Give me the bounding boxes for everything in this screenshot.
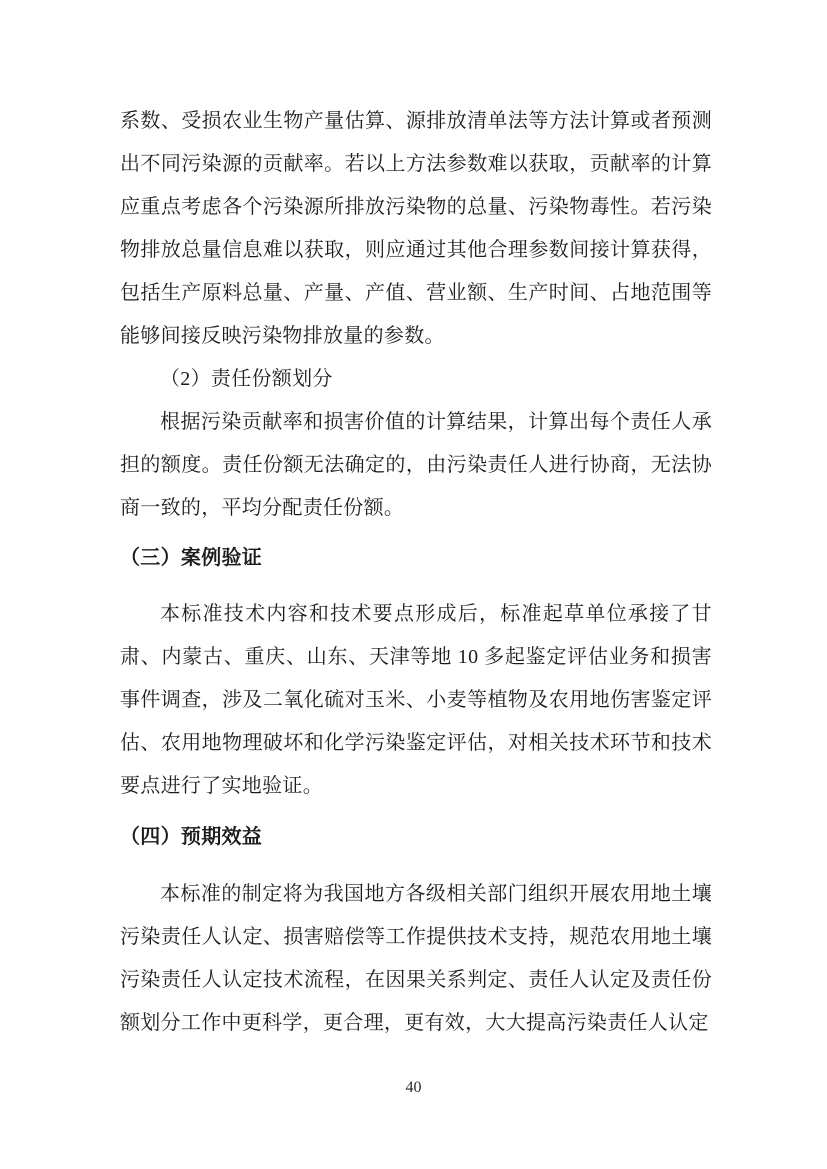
body-paragraph-contribution-rate: 系数、受损农业生物产量估算、源排放清单法等方法计算或者预测出不同污染源的贡献率。若以上方法参数难以获取，贡献率的计算应重点考虑各个污染源所排放污染物的总量、污染物毒性。若污染物排放总量信息难以获取，则应通过其他合理参数间接计算获得，包括生产原料总量、产量、产值、营业额、生产时间、占地范围等能够间接反映污染物排放量的参数。	[120, 110, 712, 347]
body-paragraph-expected-benefits: 本标准的制定将为我国地方各级相关部门组织开展农用地土壤污染责任人认定、损害赔偿等工作提供技术支持，规范农用地土壤污染责任人认定技术流程，在因果关系判定、责任人认定及责任份额划分工作中更科学，更合理，更有效，大大提高污染责任人认定	[120, 883, 712, 1034]
section-heading-expected-benefits: （四）预期效益	[120, 826, 263, 848]
body-paragraph-share-allocation: 根据污染贡献率和损害价值的计算结果，计算出每个责任人承担的额度。责任份额无法确定的，由污染责任人进行协商，无法协商一致的，平均分配责任份额。	[120, 411, 712, 519]
document-body	[120, 100, 712, 1045]
page-number: 40	[405, 1079, 422, 1096]
section-heading-case-validation: （三）案例验证	[120, 547, 263, 569]
subheading-responsibility-share-division: （2）责任份额划分	[160, 368, 333, 390]
body-paragraph-case-validation: 本标准技术内容和技术要点形成后，标准起草单位承接了甘肃、内蒙古、重庆、山东、天津等地 10 多起鉴定评估业务和损害事件调查，涉及二氧化硫对玉米、小麦等植物及农用地伤害鉴定评估、农用地物理破坏和化学污染鉴定评估，对相关技术环节和技术要点进行了实地验证。	[120, 603, 712, 797]
